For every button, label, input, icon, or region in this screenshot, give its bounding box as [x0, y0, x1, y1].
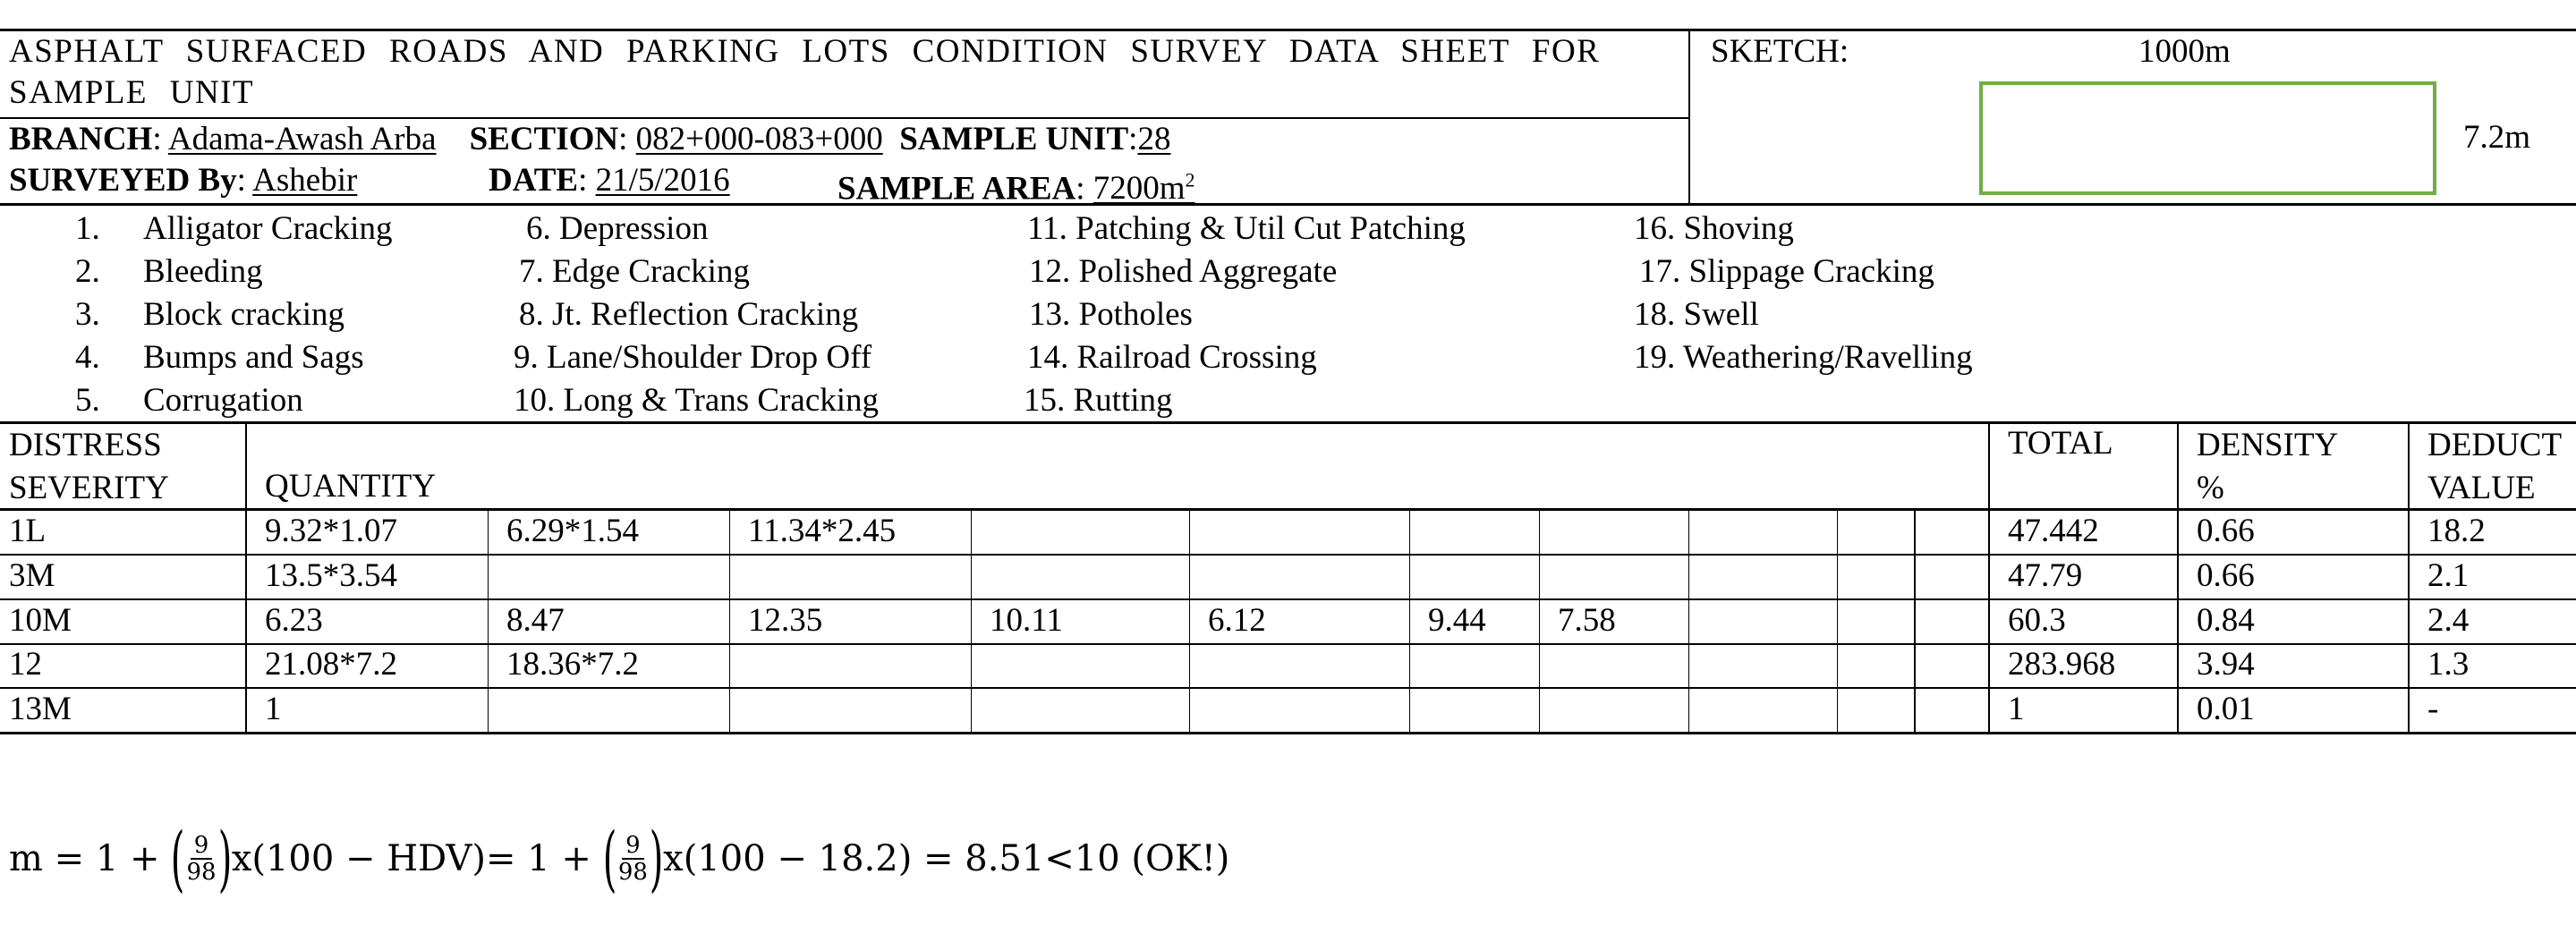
col-rule	[729, 510, 730, 734]
list-item: 4. Bumps and Sags	[75, 339, 364, 376]
title-divider	[0, 117, 1688, 119]
list-item: 18. Swell	[1634, 296, 1759, 333]
deduct-value-cell: 2.4	[2427, 602, 2470, 639]
total-cell: 60.3	[2008, 602, 2066, 639]
density-cell: 0.66	[2197, 513, 2255, 549]
density-cell: 3.94	[2197, 646, 2255, 683]
quantity-cell: 6.29*1.54	[506, 513, 639, 549]
table-header-bottom	[0, 508, 2576, 511]
page-title: ASPHALT SURFACED ROADS AND PARKING LOTS CONDITION SURVEY DATA SHEET FOR	[9, 33, 1601, 70]
section-value: 082+000-083+000	[635, 121, 883, 157]
list-item: 2. Bleeding	[75, 253, 263, 290]
list-item: 11. Patching & Util Cut Patching	[1027, 210, 1466, 247]
quantity-cell: 8.47	[506, 602, 565, 639]
density-cell: 0.66	[2197, 557, 2255, 594]
header-total: TOTAL	[2008, 425, 2113, 462]
list-item: 7. Edge Cracking	[519, 253, 750, 290]
sketch-width-label: 7.2m	[2463, 119, 2531, 156]
branch-label: BRANCH	[9, 121, 153, 157]
branch-value: Adama-Awash Arba	[167, 121, 437, 157]
list-item: 10. Long & Trans Cracking	[514, 382, 880, 419]
col-rule	[2177, 422, 2179, 734]
severity-cell: 3M	[9, 557, 55, 594]
list-item: 15. Rutting	[1024, 382, 1173, 419]
header-density: DENSITY %	[2197, 427, 2339, 506]
quantity-cell: 6.12	[1208, 602, 1266, 639]
sketch-rectangle	[1979, 81, 2436, 195]
list-item: 9. Lane/Shoulder Drop Off	[514, 339, 872, 376]
quantity-cell: 18.36*7.2	[506, 646, 639, 683]
list-item: 8. Jt. Reflection Cracking	[519, 296, 859, 333]
table-row-rule	[0, 598, 2576, 600]
quantity-cell: 11.34*2.45	[748, 513, 897, 549]
quantity-cell: 12.35	[748, 602, 823, 639]
sample-unit-label: SAMPLE UNIT	[899, 121, 1129, 157]
surveyed-by-value: Ashebir	[252, 162, 358, 199]
col-rule	[1189, 510, 1190, 734]
section-label: SECTION	[469, 121, 619, 157]
date-value: 21/5/2016	[595, 162, 730, 199]
table-row-rule	[0, 687, 2576, 689]
sample-unit-value: 28	[1137, 121, 1171, 157]
col-rule	[245, 422, 247, 734]
list-item: 12. Polished Aggregate	[1029, 253, 1338, 290]
sample-area-value: $7200m^2$	[1092, 169, 1195, 208]
total-cell: 47.442	[2008, 513, 2099, 549]
right-paren-icon: )	[217, 817, 233, 900]
list-item: 3. Block cracking	[75, 296, 344, 333]
header-quantity: QUANTITY	[265, 468, 437, 505]
deduct-value-cell: -	[2427, 691, 2439, 727]
col-rule	[1409, 510, 1410, 734]
header-distress-severity: DISTRESS SEVERITY	[9, 427, 169, 506]
quantity-cell: 1	[265, 691, 282, 727]
list-item: 19. Weathering/Ravelling	[1634, 339, 1973, 376]
fraction: $\frac{9}{98}$	[186, 832, 217, 886]
surveyed-by-label: SURVEYED By	[9, 162, 237, 199]
quantity-cell: 7.58	[1558, 602, 1616, 639]
severity-cell: 10M	[9, 602, 72, 639]
density-cell: 0.01	[2197, 691, 2255, 727]
total-cell: 47.79	[2008, 557, 2083, 594]
col-rule	[1988, 422, 1990, 734]
formula-result: x(100 − 18.2) = 8.51<10 (OK!)	[663, 838, 1230, 879]
quantity-cell: 9.44	[1428, 602, 1486, 639]
deduct-value-cell: 18.2	[2427, 513, 2486, 549]
list-item: 13. Potholes	[1029, 296, 1193, 333]
branch-section-line: BRANCH: Adama-Awash Arba SECTION: 082+000-083+000 SAMPLE UNIT:28	[9, 121, 1171, 157]
quantity-cell: 13.5*3.54	[265, 557, 397, 594]
sketch-length-label: 1000m	[2138, 33, 2231, 70]
list-item: 6. Depression	[526, 210, 709, 247]
col-rule	[1837, 510, 1838, 734]
col-rule	[971, 510, 972, 734]
corrected-deduct-formula	[9, 810, 1229, 908]
list-item: 17. Slippage Cracking	[1639, 253, 1934, 290]
sample-area-field: SAMPLE AREA: $7200m^2$	[837, 169, 1195, 208]
page-title-line2: SAMPLE UNIT	[9, 74, 255, 111]
quantity-cell: 6.23	[265, 602, 323, 639]
header-bottom-border	[0, 203, 2576, 206]
col-rule	[1688, 510, 1689, 734]
fraction: $\frac{9}{98}$	[617, 832, 648, 886]
col-rule	[1539, 510, 1540, 734]
sample-area-label: SAMPLE AREA	[837, 170, 1076, 208]
date-label: DATE	[489, 162, 579, 199]
deduct-value-cell: 2.1	[2427, 557, 2470, 594]
quantity-cell: 21.08*7.2	[265, 646, 397, 683]
sketch-label: SKETCH:	[1711, 33, 1849, 70]
quantity-cell: 9.32*1.07	[265, 513, 397, 549]
col-rule	[1914, 510, 1916, 734]
table-bottom-border	[0, 732, 2576, 734]
sketch-divider	[1688, 30, 1690, 204]
list-item: 5. Corrugation	[75, 382, 303, 419]
severity-cell: 12	[9, 646, 42, 683]
table-row-rule	[0, 554, 2576, 556]
list-col-1	[75, 208, 392, 422]
deduct-value-cell: 1.3	[2427, 646, 2470, 683]
list-item: 16. Shoving	[1634, 210, 1794, 247]
list-item: 14. Railroad Crossing	[1027, 339, 1317, 376]
severity-cell: 13M	[9, 691, 72, 727]
formula-middle: x(100 − HDV)= 1 +	[231, 838, 603, 879]
list-col-2	[514, 208, 879, 422]
density-cell: 0.84	[2197, 602, 2255, 639]
list-col-3	[1024, 208, 1466, 422]
header-deduct-value: DEDUCT VALUE	[2427, 427, 2563, 506]
severity-cell: 1L	[9, 513, 47, 549]
col-rule	[488, 510, 489, 734]
right-paren-icon: )	[649, 817, 664, 900]
formula-lhs: m = 1 +	[9, 838, 172, 879]
left-paren-icon: (	[602, 817, 617, 900]
total-cell: 1	[2008, 691, 2025, 727]
top-border	[0, 29, 2576, 31]
list-item: 1. Alligator Cracking	[75, 210, 393, 247]
date-field: DATE: 21/5/2016	[489, 162, 730, 199]
col-rule	[2408, 422, 2410, 734]
total-cell: 283.968	[2008, 646, 2116, 683]
surveyed-line: SURVEYED By: Ashebir	[9, 162, 358, 199]
list-col-4	[1634, 208, 1973, 379]
left-paren-icon: (	[171, 817, 185, 900]
quantity-cell: 10.11	[990, 602, 1063, 639]
